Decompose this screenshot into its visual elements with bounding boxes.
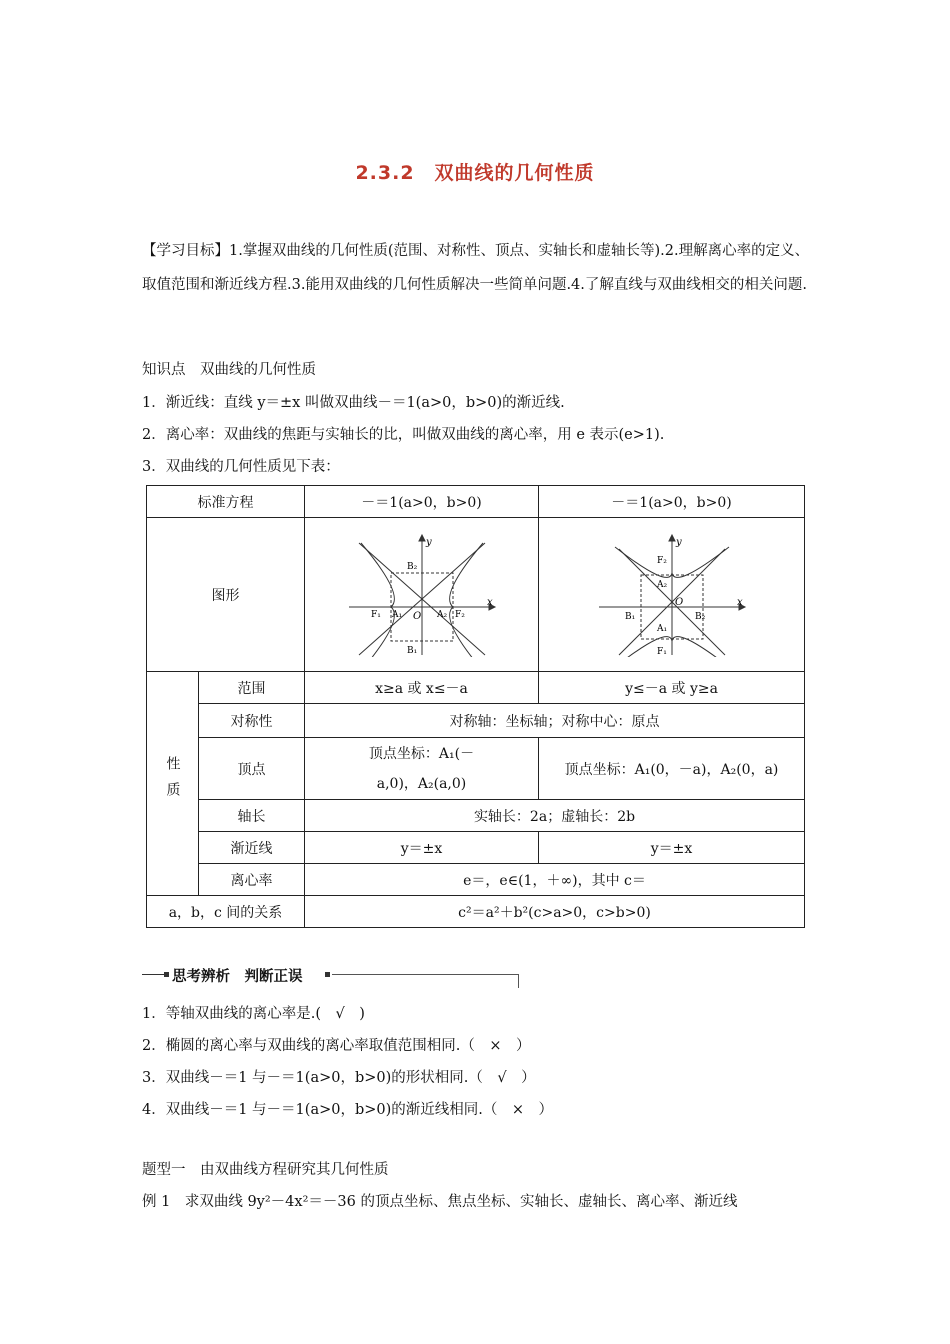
b2-label: B₂ <box>406 561 417 572</box>
example-one: 例 1 求双曲线 9y²－4x²＝－36 的顶点坐标、焦点坐标、实轴长、虚轴长、离心率、渐近线 <box>142 1194 738 1210</box>
y-axis-label: y <box>675 536 682 548</box>
figure-y-hyperbola <box>539 518 805 672</box>
page-title: 2.3.2 双曲线的几何性质 <box>355 162 595 184</box>
vertex-x <box>305 738 539 800</box>
a2-label: A₂ <box>656 579 667 590</box>
asymptote-x: y＝±x <box>305 832 539 864</box>
knowledge-item: 2．离心率：双曲线的焦距与实轴长的比，叫做双曲线的离心率，用 e 表示(e>1). <box>142 427 665 443</box>
a2-label: A₂ <box>436 609 447 620</box>
judgement-item: 4．双曲线－＝1 与－＝1(a>0，b>0)的渐近线相同.（ × ） <box>142 1102 554 1118</box>
range-x: x≥a 或 x≤－a <box>305 672 539 704</box>
relation-value: c²＝a²＋b²(c>a>0，c>b>0) <box>305 896 805 928</box>
symmetry-value: 对称轴：坐标轴；对称中心：原点 <box>305 704 805 738</box>
range-y: y≤－a 或 y≥a <box>539 672 805 704</box>
judgement-item: 3．双曲线－＝1 与－＝1(a>0，b>0)的形状相同.（ √ ） <box>142 1070 536 1086</box>
hyperbola-y-diagram <box>597 533 747 657</box>
learning-goals <box>142 234 812 302</box>
b2-label: B₂ <box>694 611 705 622</box>
asymptote-label: 渐近线 <box>199 832 305 864</box>
x-axis-label: x <box>486 596 493 608</box>
heading-tick <box>518 974 519 988</box>
knowledge-item: 1．渐近线：直线 y＝±x 叫做双曲线－＝1(a>0，b>0)的渐近线. <box>142 395 565 411</box>
heading-square <box>325 972 330 977</box>
symmetry-label: 对称性 <box>199 704 305 738</box>
knowledge-item: 3．双曲线的几何性质见下表： <box>142 459 340 475</box>
properties-table <box>146 485 805 928</box>
heading-rule <box>142 974 164 975</box>
hyperbola-x-diagram <box>347 533 497 657</box>
vertex-x-line2: a,0)，A₂(a,0) <box>376 775 467 792</box>
origin-label: O <box>674 596 683 608</box>
vertex-y: 顶点坐标：A₁(0，－a)，A₂(0，a) <box>539 738 805 800</box>
judgement-item: 2．椭圆的离心率与双曲线的离心率取值范围相同.（ × ） <box>142 1038 531 1054</box>
equation-label: 标准方程 <box>147 486 305 518</box>
range-label: 范围 <box>199 672 305 704</box>
vertex-x-line1: 顶点坐标：A₁(－ <box>368 745 475 762</box>
heading-rule <box>332 974 518 975</box>
figure-x-hyperbola <box>305 518 539 672</box>
relation-label: a，b，c 间的关系 <box>147 896 305 928</box>
equation-y-axis: －＝1(a>0，b>0) <box>539 486 805 518</box>
figure-label: 图形 <box>147 518 305 672</box>
y-axis-label: y <box>425 536 432 548</box>
section-heading <box>142 962 522 988</box>
a1-label: A₁ <box>391 609 402 620</box>
b1-label: B₁ <box>624 611 635 622</box>
property-label <box>147 672 199 896</box>
vertex-label: 顶点 <box>199 738 305 800</box>
ecc-value: e＝，e∈(1，＋∞)，其中 c＝ <box>305 864 805 896</box>
f1-label: F₁ <box>370 609 381 620</box>
asymptote-y: y＝±x <box>539 832 805 864</box>
x-axis-label: x <box>736 596 743 608</box>
heading-square <box>164 972 169 977</box>
f1-label: F₁ <box>656 646 667 657</box>
section-title: 思考辨析 判断正误 <box>172 969 303 985</box>
equation-x-axis: －＝1(a>0，b>0) <box>305 486 539 518</box>
property-label-text: 性质 <box>164 755 181 808</box>
a1-label: A₁ <box>656 623 667 634</box>
origin-label: O <box>412 610 421 622</box>
goals-text: 1.掌握双曲线的几何性质(范围、对称性、顶点、实轴长和虚轴长等).2.理解离心率的定义、取值范围和渐近线方程.3.能用双曲线的几何性质解决一些简单问题.4.了解直线与双曲线相交的相关问题. <box>142 243 810 293</box>
goals-label: 【学习目标】 <box>142 243 229 259</box>
b1-label: B₁ <box>406 645 417 656</box>
type-one-heading: 题型一 由双曲线方程研究其几何性质 <box>142 1162 389 1178</box>
axis-label: 轴长 <box>199 800 305 832</box>
judgement-item: 1．等轴双曲线的离心率是.( √ ) <box>142 1006 365 1022</box>
ecc-label: 离心率 <box>199 864 305 896</box>
f2-label: F₂ <box>454 609 465 620</box>
knowledge-heading: 知识点 双曲线的几何性质 <box>142 362 316 378</box>
f2-label: F₂ <box>656 555 667 566</box>
axis-value: 实轴长：2a；虚轴长：2b <box>305 800 805 832</box>
